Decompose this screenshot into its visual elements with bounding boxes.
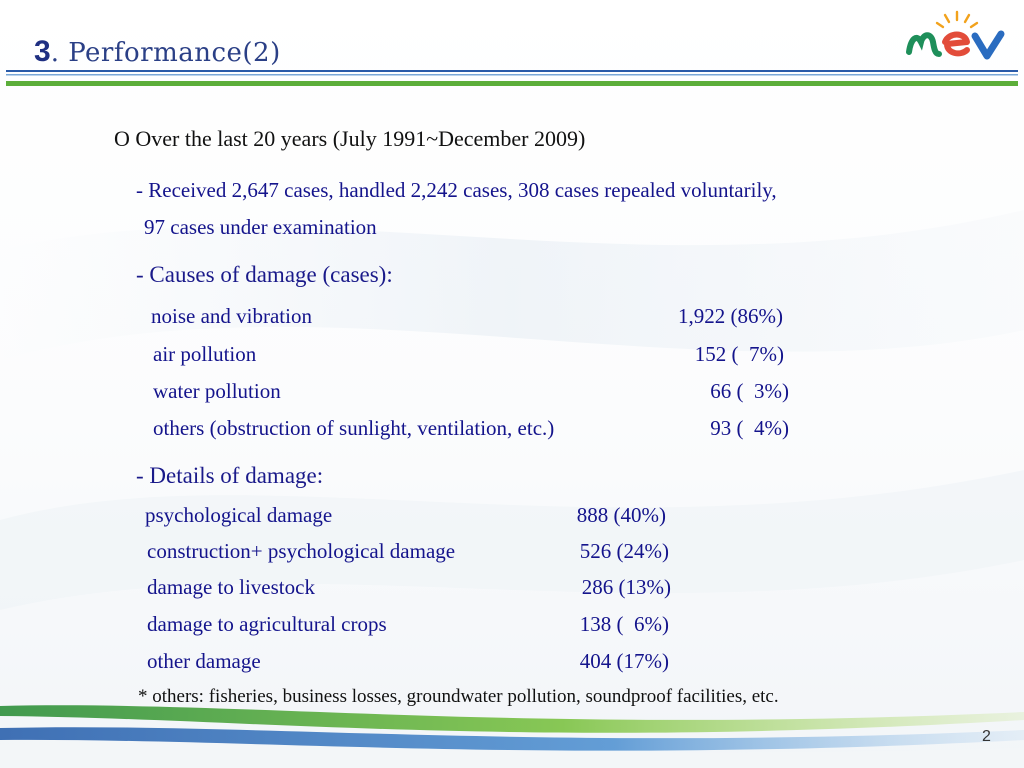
detail-value: 138 ( 6%) xyxy=(579,612,669,636)
causes-heading: - Causes of damage (cases): xyxy=(136,262,393,287)
page-title xyxy=(34,30,281,73)
title-underline xyxy=(6,70,1018,90)
detail-label: damage to agricultural crops xyxy=(147,612,387,636)
cause-value: 152 ( 7%) xyxy=(694,342,784,366)
detail-label: other damage xyxy=(147,649,261,673)
cause-value: 93 ( 4%) xyxy=(710,416,789,440)
page-number: 2 xyxy=(982,728,991,745)
title-text: . Performance(2) xyxy=(50,38,281,68)
mev-logo xyxy=(905,8,1015,64)
detail-label: construction+ psychological damage xyxy=(147,539,456,563)
received-line-2: 97 cases under examination xyxy=(144,215,377,239)
title-number: 3 xyxy=(34,35,51,68)
cause-label: others (obstruction of sunlight, ventilation, etc.) xyxy=(153,416,555,440)
cause-label: noise and vibration xyxy=(151,304,312,328)
footnote: * others: fisheries, business losses, groundwater pollution, soundproof facilities, etc. xyxy=(138,686,779,707)
details-heading: - Details of damage: xyxy=(136,463,324,488)
detail-value: 404 (17%) xyxy=(579,649,669,673)
received-line-1: - Received 2,647 cases, handled 2,242 cases, 308 cases repealed voluntarily, xyxy=(136,178,777,202)
cause-value: 1,922 (86%) xyxy=(678,304,783,328)
detail-value: 286 (13%) xyxy=(581,575,671,599)
detail-value: 526 (24%) xyxy=(579,539,669,563)
intro-line: O Over the last 20 years (July 1991~December 2009) xyxy=(114,126,586,151)
cause-label: air pollution xyxy=(153,342,257,366)
detail-label: damage to livestock xyxy=(147,575,315,599)
detail-value: 888 (40%) xyxy=(576,503,666,527)
cause-label: water pollution xyxy=(153,379,281,403)
detail-label: psychological damage xyxy=(145,503,333,527)
cause-value: 66 ( 3%) xyxy=(710,379,789,403)
